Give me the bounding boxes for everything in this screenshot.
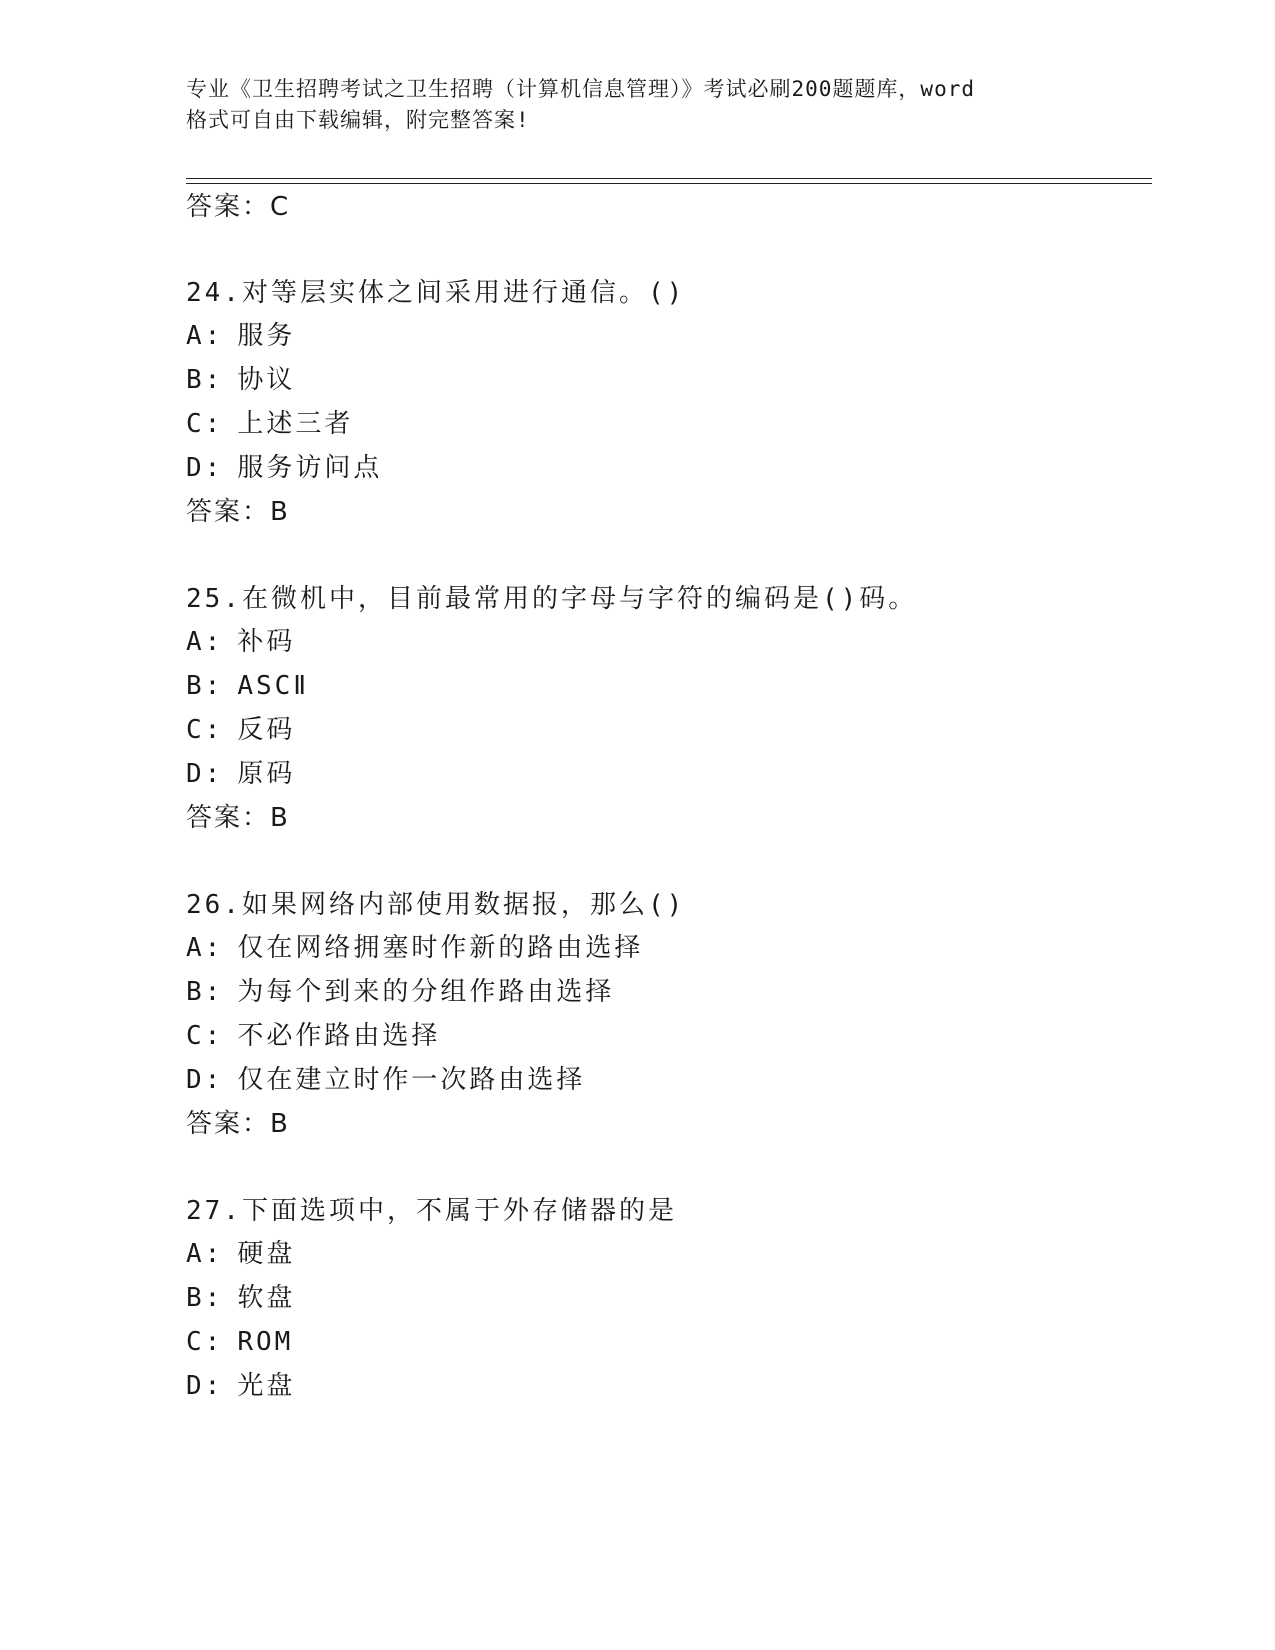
- option-text: 原码: [237, 759, 296, 789]
- question-24-answer: 答案：B: [186, 497, 290, 527]
- question-25-option-a: [186, 627, 295, 657]
- option-text: 服务: [237, 321, 296, 351]
- option-text: 光盘: [237, 1371, 296, 1401]
- question-25-option-b: [186, 671, 309, 701]
- previous-answer: 答案：C: [186, 192, 291, 222]
- question-27-title: 27.下面选项中，不属于外存储器的是: [186, 1196, 677, 1226]
- option-key: A:: [186, 321, 224, 351]
- option-text: 硬盘: [237, 1239, 296, 1269]
- option-key: D:: [186, 453, 224, 483]
- option-key: B:: [186, 671, 224, 701]
- option-text: 上述三者: [237, 409, 354, 439]
- question-27-option-a: [186, 1239, 295, 1269]
- option-text: ROM: [237, 1327, 294, 1357]
- question-25-title: 25.在微机中，目前最常用的字母与字符的编码是()码。: [186, 584, 918, 614]
- option-text: ASCⅡ: [237, 671, 310, 701]
- question-26-option-c: [186, 1021, 440, 1051]
- question-27-option-d: [186, 1371, 295, 1401]
- option-key: A:: [186, 1239, 224, 1269]
- question-25-option-d: [186, 759, 295, 789]
- question-27-option-b: [186, 1283, 295, 1313]
- question-24-title: 24.对等层实体之间采用进行通信。(): [186, 278, 686, 308]
- header-line-1: 专业《卫生招聘考试之卫生招聘（计算机信息管理）》考试必刷200题题库，word: [186, 77, 975, 101]
- option-key: A:: [186, 627, 224, 657]
- option-text: 为每个到来的分组作路由选择: [237, 977, 615, 1007]
- question-24-option-a: [186, 321, 295, 351]
- question-24-option-c: [186, 409, 353, 439]
- question-25-answer: 答案：B: [186, 803, 290, 833]
- option-key: C:: [186, 1327, 224, 1357]
- option-key: B:: [186, 977, 224, 1007]
- option-text: 服务访问点: [237, 453, 383, 483]
- question-25-option-c: [186, 715, 295, 745]
- document-header: [186, 74, 1086, 136]
- header-divider-bottom: [186, 183, 1152, 184]
- question-26-option-a: [186, 933, 643, 963]
- header-line-2: 格式可自由下载编辑，附完整答案!: [186, 108, 530, 132]
- option-key: B:: [186, 365, 224, 395]
- option-key: D:: [186, 759, 224, 789]
- option-text: 软盘: [237, 1283, 296, 1313]
- option-text: 不必作路由选择: [237, 1021, 441, 1051]
- option-text: 协议: [237, 365, 296, 395]
- option-key: C:: [186, 409, 224, 439]
- option-key: C:: [186, 1021, 224, 1051]
- question-26-option-d: [186, 1065, 585, 1095]
- option-text: 反码: [237, 715, 296, 745]
- option-text: 仅在建立时作一次路由选择: [237, 1065, 586, 1095]
- question-24-option-d: [186, 453, 382, 483]
- option-key: D:: [186, 1065, 224, 1095]
- option-text: 仅在网络拥塞时作新的路由选择: [237, 933, 644, 963]
- option-key: A:: [186, 933, 224, 963]
- question-27-option-c: [186, 1327, 293, 1357]
- header-divider-top: [186, 178, 1152, 179]
- question-24-option-b: [186, 365, 295, 395]
- option-key: C:: [186, 715, 224, 745]
- option-key: D:: [186, 1371, 224, 1401]
- option-key: B:: [186, 1283, 224, 1313]
- question-26-answer: 答案：B: [186, 1109, 290, 1139]
- option-text: 补码: [237, 627, 296, 657]
- question-26-option-b: [186, 977, 614, 1007]
- question-26-title: 26.如果网络内部使用数据报，那么(): [186, 890, 686, 920]
